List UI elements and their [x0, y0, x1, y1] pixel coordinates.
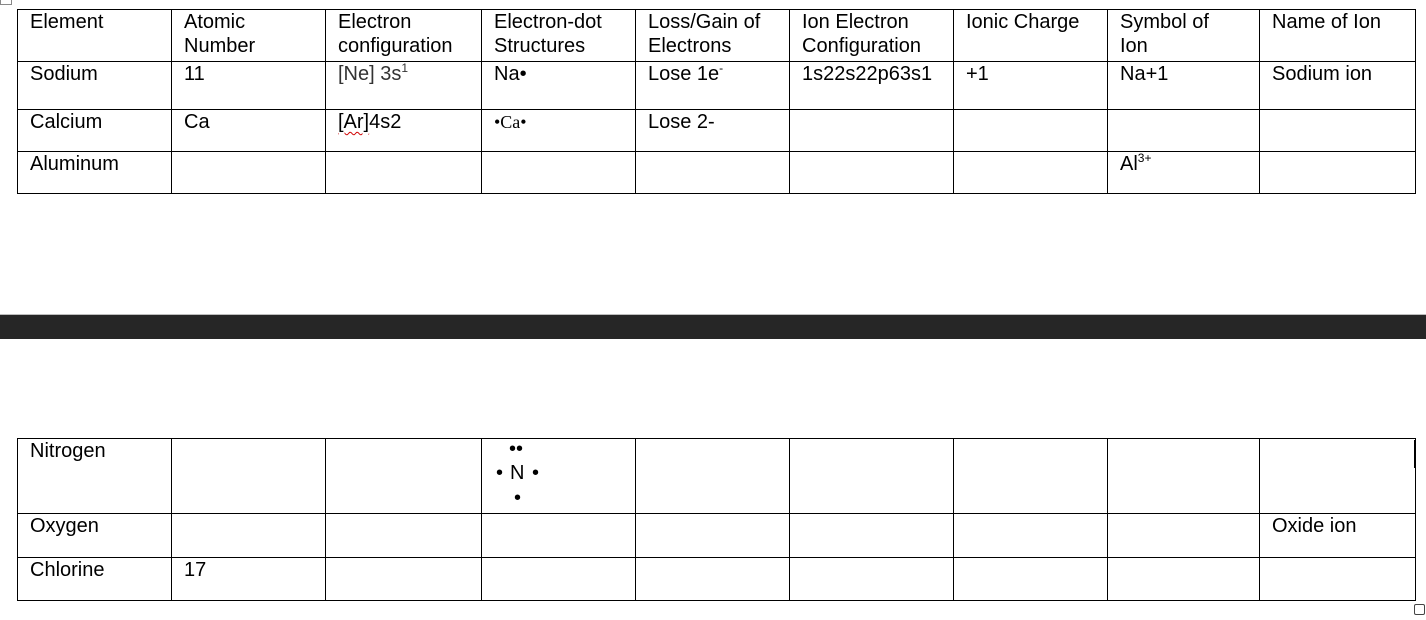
cell-loss-gain[interactable]: Lose 2-	[636, 110, 790, 152]
header-label-line: Electron	[338, 11, 412, 33]
symbol-superscript: 3+	[1137, 151, 1152, 165]
cell-electron-configuration[interactable]	[326, 110, 482, 152]
cell-ionic-charge[interactable]	[954, 110, 1108, 152]
cell-element[interactable]: Sodium	[18, 62, 172, 110]
cell-loss-gain[interactable]	[636, 514, 790, 558]
header-cell-atomic-number[interactable]	[172, 10, 326, 62]
header-cell-ion-electron-config[interactable]	[790, 10, 954, 62]
cell-electron-configuration[interactable]	[326, 152, 482, 194]
table-row-calcium	[18, 110, 1416, 152]
header-row	[18, 10, 1416, 62]
header-label: Element	[30, 11, 104, 33]
table-row-oxygen	[18, 514, 1416, 558]
cell-element[interactable]: Aluminum	[18, 152, 172, 194]
cell-atomic-number[interactable]	[172, 514, 326, 558]
header-label-line: Structures	[494, 35, 586, 57]
header-label-line: Electrons	[648, 35, 732, 57]
ion-table-bottom	[17, 438, 1416, 601]
header-label-line: Ion	[1120, 35, 1148, 57]
header-label-line: Electron-dot	[494, 11, 602, 33]
header-cell-symbol-of-ion[interactable]	[1108, 10, 1260, 62]
cell-electron-dot[interactable]	[482, 439, 636, 514]
table-row-sodium	[18, 62, 1416, 110]
ion-table-top	[17, 9, 1416, 194]
table-row-chlorine	[18, 558, 1416, 601]
cell-ionic-charge[interactable]	[954, 152, 1108, 194]
loss-gain-text: Lose 1e	[648, 63, 720, 85]
cell-electron-configuration[interactable]	[326, 558, 482, 601]
cell-electron-configuration[interactable]	[326, 62, 482, 110]
electron-dot-left: •	[496, 462, 504, 484]
header-label-line: Atomic	[184, 11, 246, 33]
header-cell-loss-gain[interactable]	[636, 10, 790, 62]
cell-ionic-charge[interactable]	[954, 439, 1108, 514]
header-label-line: configuration	[338, 35, 453, 57]
electron-dot-pair-top: •	[516, 438, 524, 460]
cell-ion-electron-config[interactable]	[790, 558, 954, 601]
table-resize-handle[interactable]	[1414, 604, 1425, 615]
cell-ionic-charge[interactable]	[954, 514, 1108, 558]
cell-ion-electron-config[interactable]	[790, 514, 954, 558]
cell-electron-configuration[interactable]	[326, 514, 482, 558]
cell-name-of-ion[interactable]	[1260, 152, 1416, 194]
cell-name-of-ion[interactable]	[1260, 439, 1416, 514]
cell-ionic-charge[interactable]: +1	[954, 62, 1108, 110]
header-label: Name of Ion	[1272, 11, 1381, 33]
text-cursor	[1414, 440, 1416, 468]
loss-gain-superscript: -	[719, 61, 724, 75]
cell-electron-dot[interactable]: Na•	[482, 62, 636, 110]
cell-electron-dot[interactable]: •Ca•	[482, 110, 636, 152]
cell-symbol-of-ion[interactable]	[1108, 514, 1260, 558]
cell-element[interactable]: Nitrogen	[18, 439, 172, 514]
cell-ion-electron-config[interactable]	[790, 152, 954, 194]
cell-loss-gain[interactable]	[636, 439, 790, 514]
cell-atomic-number[interactable]: 11	[172, 62, 326, 110]
cell-atomic-number[interactable]: 17	[172, 558, 326, 601]
header-cell-ionic-charge[interactable]	[954, 10, 1108, 62]
cell-electron-configuration[interactable]	[326, 439, 482, 514]
cell-loss-gain[interactable]	[636, 152, 790, 194]
header-cell-element[interactable]	[18, 10, 172, 62]
cell-electron-dot[interactable]	[482, 152, 636, 194]
cell-atomic-number[interactable]	[172, 439, 326, 514]
cell-symbol-of-ion[interactable]	[1108, 558, 1260, 601]
nitrogen-dot-structure	[492, 439, 552, 509]
table-row-aluminum	[18, 152, 1416, 194]
cell-name-of-ion[interactable]: Oxide ion	[1260, 514, 1416, 558]
cell-name-of-ion[interactable]: Sodium ion	[1260, 62, 1416, 110]
page-break-band	[0, 314, 1426, 339]
cell-atomic-number[interactable]	[172, 152, 326, 194]
header-cell-electron-configuration[interactable]	[326, 10, 482, 62]
header-cell-electron-dot[interactable]	[482, 10, 636, 62]
header-cell-name-of-ion[interactable]	[1260, 10, 1416, 62]
cell-loss-gain[interactable]	[636, 558, 790, 601]
header-label-line: Configuration	[802, 35, 921, 57]
cell-symbol-of-ion[interactable]	[1108, 439, 1260, 514]
cell-symbol-of-ion[interactable]	[1108, 110, 1260, 152]
header-label-line: Symbol of	[1120, 11, 1209, 33]
corner-crop-mark	[0, 0, 12, 5]
cell-electron-dot[interactable]	[482, 514, 636, 558]
header-label-line: Number	[184, 35, 256, 57]
electron-dot-right: •	[532, 462, 540, 484]
header-label: Ionic Charge	[966, 11, 1080, 33]
cell-electron-dot[interactable]	[482, 558, 636, 601]
config-text: [Ne] 3s	[338, 63, 402, 85]
cell-name-of-ion[interactable]	[1260, 558, 1416, 601]
cell-symbol-of-ion[interactable]: Na+1	[1108, 62, 1260, 110]
cell-name-of-ion[interactable]	[1260, 110, 1416, 152]
element-symbol: N	[510, 462, 525, 484]
electron-dot-bottom: •	[514, 487, 522, 509]
symbol-text: Al	[1120, 153, 1138, 175]
header-label-line: Ion Electron	[802, 11, 909, 33]
config-superscript: 1	[401, 61, 409, 75]
cell-ion-electron-config[interactable]	[790, 439, 954, 514]
cell-element[interactable]: Oxygen	[18, 514, 172, 558]
table-row-nitrogen	[18, 439, 1416, 514]
cell-atomic-number[interactable]: Ca	[172, 110, 326, 152]
cell-element[interactable]: Calcium	[18, 110, 172, 152]
spellcheck-flagged-text: [Ar]	[338, 111, 370, 133]
electron-dot-pair-top: •	[509, 438, 517, 460]
cell-ion-electron-config[interactable]	[790, 110, 954, 152]
cell-ion-electron-config[interactable]: 1s22s22p63s1	[790, 62, 954, 110]
header-label-line: Loss/Gain of	[648, 11, 761, 33]
cell-loss-gain[interactable]	[636, 62, 790, 110]
cell-element[interactable]: Chlorine	[18, 558, 172, 601]
cell-ionic-charge[interactable]	[954, 558, 1108, 601]
config-text: 4s2	[369, 111, 402, 133]
cell-symbol-of-ion[interactable]	[1108, 152, 1260, 194]
